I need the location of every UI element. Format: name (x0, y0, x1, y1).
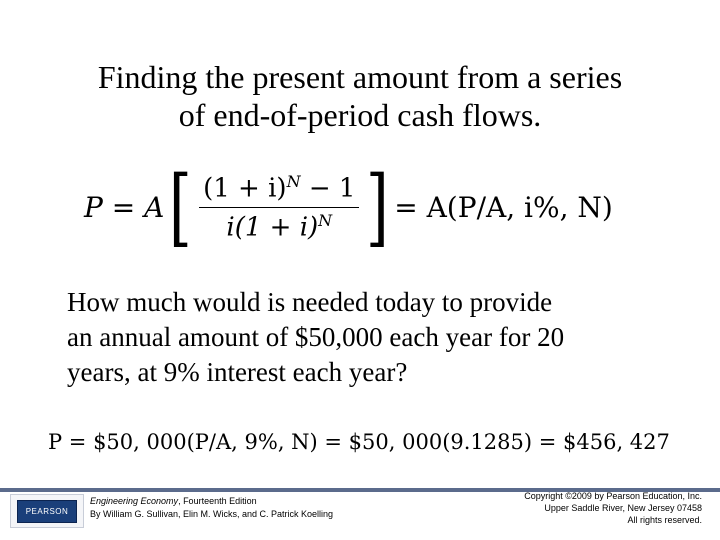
fraction-bar (199, 207, 359, 208)
right-bracket: ] (366, 158, 390, 256)
copyright-line-2: Upper Saddle River, New Jersey 07458 (544, 503, 702, 513)
question-line-2: an annual amount of $50,000 each year for 20 (67, 322, 565, 352)
copyright-notice (524, 490, 702, 526)
book-edition: , Fourteenth Edition (178, 496, 257, 506)
formula-denominator: $i(1 + i)^N$ (226, 210, 333, 243)
book-title: Engineering Economy (90, 496, 179, 506)
formula-rhs: = A(P/A, i%, N) (394, 190, 613, 224)
question-line-3: years, at 9% interest each year? (67, 357, 408, 387)
answer-equation: P = $50, 000(P/A, 9%, N) = $50, 000(9.1285) = $456, 427 (48, 430, 670, 454)
title-line-2: of end-of-period cash flows. (178, 97, 542, 133)
present-worth-formula (84, 158, 644, 256)
formula-lhs: P = A (84, 190, 165, 224)
title-line-1: Finding the present amount from a series (97, 59, 623, 95)
question-line-1: How much would is needed today to provide (67, 287, 553, 317)
question-text (67, 285, 677, 390)
slide-title (30, 58, 690, 134)
formula-numerator: $(1 + i)^N - 1$ (203, 171, 356, 204)
left-bracket: [ (169, 158, 193, 256)
formula-fraction (199, 172, 359, 242)
copyright-line-3: All rights reserved. (627, 515, 702, 525)
book-authors: By William G. Sullivan, Elin M. Wicks, and C. Patrick Koelling (90, 509, 334, 519)
book-credit (90, 495, 333, 521)
pearson-logo: PEARSON (17, 500, 77, 523)
copyright-line-1: Copyright ©2009 by Pearson Education, Inc. (524, 491, 702, 501)
